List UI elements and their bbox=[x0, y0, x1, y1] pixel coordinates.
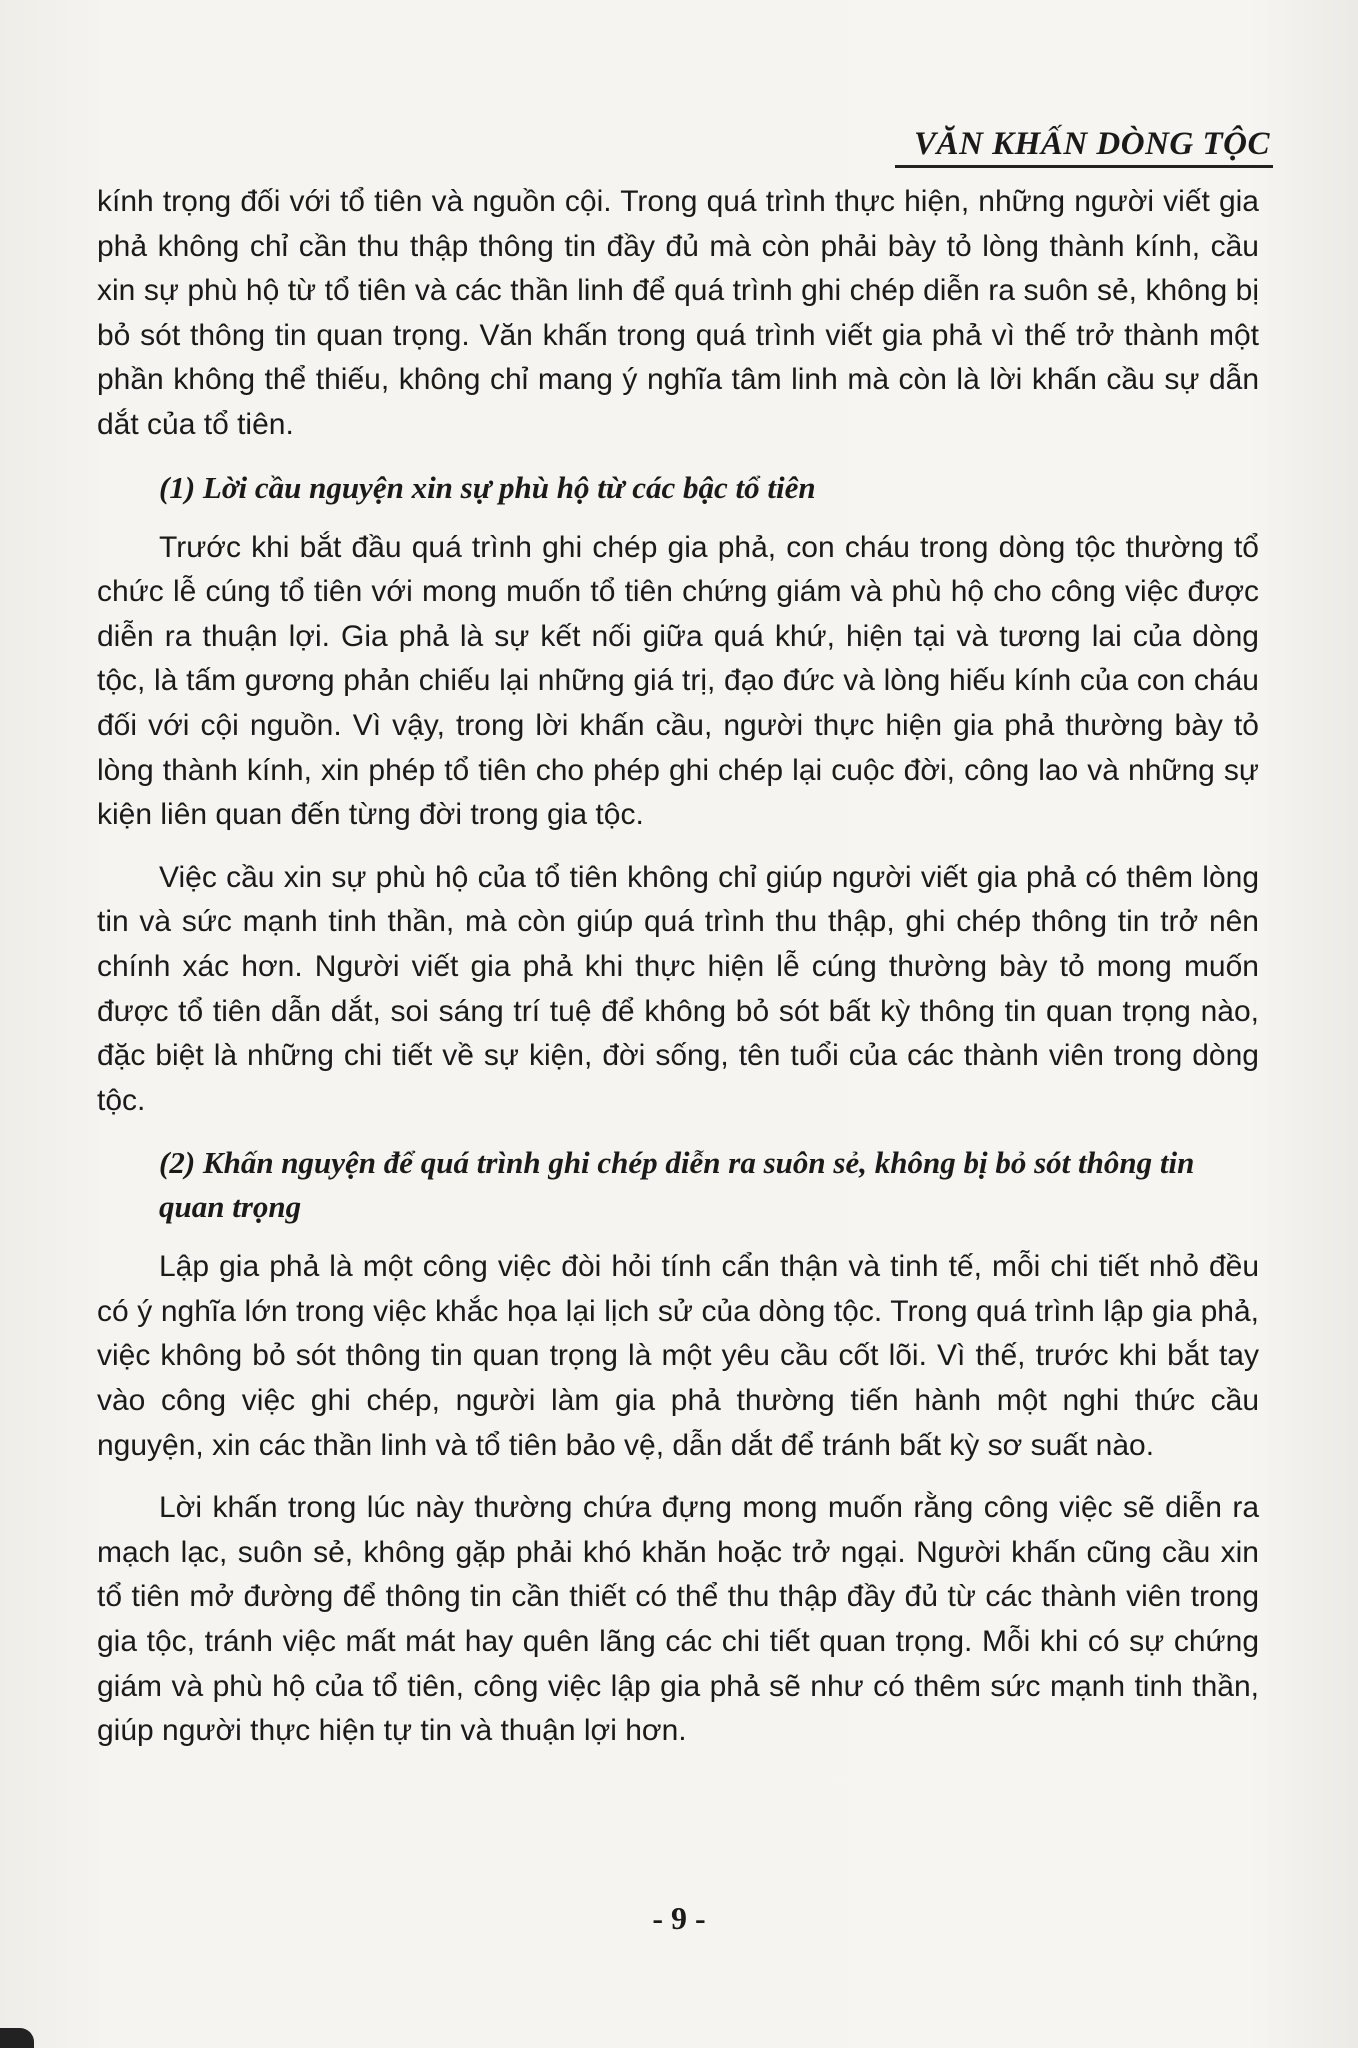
section-heading-1: (1) Lời cầu nguyện xin sự phù hộ từ các bậc tổ tiên bbox=[159, 469, 816, 505]
paragraph-1a: Trước khi bắt đầu quá trình ghi chép gia phả, con cháu trong dòng tộc thường tổ chức lễ cúng tổ tiên với mong muốn tổ tiên chứng giám và phù hộ cho công việc được diễn ra thuận lợi. Gia phả là sự kết nối giữa quá khứ, hiện tại và tương lai của dòng tộc, là tấm gương phản chiếu lại những giá trị, đạo đức và lòng hiếu kính của con cháu đối với cội nguồn. Vì vậy, trong lời khấn cầu, người thực hiện gia phả thường bày tỏ lòng thành kính, xin phép tổ tiên cho phép ghi chép lại cuộc đời, công lao và những sự kiện liên quan đến từng đời trong gia tộc. bbox=[97, 530, 1259, 832]
running-header-title: VĂN KHẤN DÒNG TỘC bbox=[914, 126, 1270, 162]
paragraph-2b: Lời khấn trong lúc này thường chứa đựng mong muốn rằng công việc sẽ diễn ra mạch lạc, suôn sẻ, không gặp phải khó khăn hoặc trở ngại. Người khấn cũng cầu xin tổ tiên mở đường để thông tin cần thiết có thể thu thập đầy đủ từ các thành viên trong gia tộc, tránh việc mất mát hay quên lãng các chi tiết quan trọng. Mỗi khi có sự chứng giám và phù hộ của tổ tiên, công việc lập gia phả sẽ như có thêm sức mạnh tinh thần, giúp người thực hiện tự tin và thuận lợi hơn. bbox=[97, 1491, 1259, 1748]
paragraph-intro: kính trọng đối với tổ tiên và nguồn cội. Trong quá trình thực hiện, những người viết gia phả không chỉ cần thu thập thông tin đầy đủ mà còn phải bày tỏ lòng thành kính, cầu xin sự phù hộ từ tổ tiên và các thần linh để quá trình ghi chép diễn ra suôn sẻ, không bị bỏ sót thông tin quan trọng. Văn khấn trong quá trình viết gia phả vì thế trở thành một phần không thể thiếu, không chỉ mang ý nghĩa tâm linh mà còn là lời khấn cầu sự dẫn dắt của tổ tiên. bbox=[97, 185, 1259, 441]
corner-shadow bbox=[0, 2028, 34, 2048]
paragraph-1b: Việc cầu xin sự phù hộ của tổ tiên không chỉ giúp người viết gia phả có thêm lòng tin và sức mạnh tinh thần, mà còn giúp quá trình thu thập, ghi chép thông tin trở nên chính xác hơn. Người viết gia phả khi thực hiện lễ cúng thường bày tỏ mong muốn được tổ tiên dẫn dắt, soi sáng trí tuệ để không bỏ sót bất kỳ thông tin quan trọng nào, đặc biệt là những chi tiết về sự kiện, đời sống, tên tuổi của các thành viên trong dòng tộc. bbox=[97, 860, 1259, 1117]
header-rule bbox=[895, 165, 1273, 168]
section-heading-2: (2) Khấn nguyện để quá trình ghi chép diễn ra suôn sẻ, không bị bỏ sót thông tin quan trọng bbox=[159, 1145, 1195, 1225]
page-body bbox=[97, 180, 1259, 1772]
page-number: - 9 - bbox=[652, 1900, 706, 1936]
paragraph-2a: Lập gia phả là một công việc đòi hỏi tính cẩn thận và tinh tế, mỗi chi tiết nhỏ đều có ý nghĩa lớn trong việc khắc họa lại lịch sử của dòng tộc. Trong quá trình lập gia phả, việc không bỏ sót thông tin quan trọng là một yêu cầu cốt lõi. Vì thế, trước khi bắt tay vào công việc ghi chép, người làm gia phả thường tiến hành một nghi thức cầu nguyện, xin các thần linh và tổ tiên bảo vệ, dẫn dắt để tránh bất kỳ sơ suất nào. bbox=[97, 1250, 1259, 1462]
